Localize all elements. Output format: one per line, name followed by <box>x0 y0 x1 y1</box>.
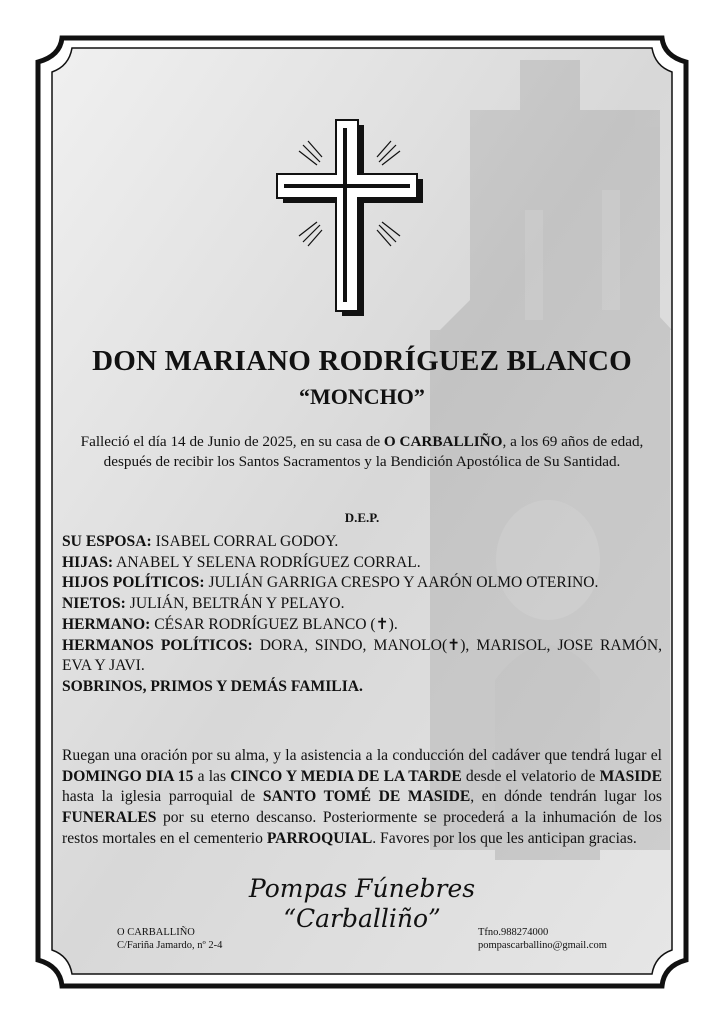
prayer-text-3: desde el velatorio de <box>461 767 600 785</box>
daughters-label: HIJAS: <box>62 553 114 571</box>
company-phone: Tfno.988274000 <box>478 927 549 938</box>
others-value: SOBRINOS, PRIMOS Y DEMÁS FAMILIA. <box>62 677 363 695</box>
cemetery-name: PARROQUIAL <box>266 829 373 847</box>
family-spouse <box>62 532 662 553</box>
family-children-inlaw <box>62 573 662 594</box>
death-notice-part1: Falleció el día 14 de Junio de 2025, en su casa de <box>80 433 384 450</box>
deceased-nickname: “MONCHO” <box>299 384 425 409</box>
funeral-home-logo <box>240 874 484 934</box>
children-inlaw-value: JULIÁN GARRIGA CRESPO Y AARÓN OLMO OTERINO. <box>204 574 599 592</box>
death-place: O CARBALLIÑO <box>383 433 503 450</box>
family-others <box>62 677 662 698</box>
grandchildren-value: JULIÁN, BELTRÁN Y PELAYO. <box>125 595 345 613</box>
company-address-block <box>117 926 222 952</box>
funeral-details <box>62 746 662 850</box>
brother-label: HERMANO: <box>62 615 151 633</box>
company-contact-block <box>478 926 607 952</box>
spouse-value: ISABEL CORRAL GODOY. <box>151 533 339 550</box>
funeral-day: DOMINGO DIA 15 <box>62 767 194 785</box>
brother-value: CÉSAR RODRÍGUEZ BLANCO (✝). <box>150 615 398 633</box>
company-email: pompascarballino@gmail.com <box>478 940 607 951</box>
dep-label: D.E.P. <box>344 510 380 525</box>
prayer-text-7: . Favores por los que les anticipan gracias. <box>372 829 637 847</box>
grandchildren-label: NIETOS: <box>62 595 126 613</box>
logo-line-1: Pompas Fúnebres <box>248 874 476 903</box>
death-notice <box>62 432 662 472</box>
company-address: C/Fariña Jamardo, nº 2-4 <box>117 940 223 951</box>
spouse-label: SU ESPOSA: <box>62 533 152 550</box>
church-name: SANTO TOMÉ DE MASIDE <box>262 788 471 806</box>
logo-line-2: “Carballiño” <box>283 904 441 933</box>
funeral-time: CINCO Y MEDIA DE LA TARDE <box>230 767 462 785</box>
prayer-text-1: Ruegan una oración por su alma, y la asistencia a la conducción del cadáver que tendrá lugar el <box>62 747 662 764</box>
funerales-word: FUNERALES <box>62 809 157 827</box>
company-town: O CARBALLIÑO <box>117 927 195 938</box>
family-grandchildren <box>62 594 662 615</box>
daughters-value: ANABEL Y SELENA RODRÍGUEZ CORRAL. <box>113 553 421 571</box>
family-list <box>62 532 662 698</box>
wake-location: MASIDE <box>599 767 662 785</box>
prayer-text-6: por su eterno descanso. Posteriormente se procederá a la inhumación de los restos mortales en el cementerio <box>62 809 662 847</box>
deceased-name: DON MARIANO RODRÍGUEZ BLANCO <box>92 345 632 377</box>
prayer-text-2: a las <box>193 767 231 785</box>
children-inlaw-label: HIJOS POLÍTICOS: <box>62 574 205 592</box>
prayer-text-5: , en dónde tendrán lugar los <box>470 788 663 806</box>
siblings-inlaw-label: HERMANOS POLÍTICOS: <box>62 636 253 654</box>
death-notice-part2: , a los 69 años de edad, después de recibir los Santos Sacramentos y la Bendición Apostólica de Su Santidad. <box>103 433 644 470</box>
prayer-text-4: hasta la iglesia parroquial de <box>62 788 263 806</box>
family-brother <box>62 615 662 636</box>
siblings-inlaw-value: DORA, SINDO, MANOLO(✝), MARISOL, JOSE RAMÓN, EVA Y JAVI. <box>62 636 662 675</box>
family-daughters <box>62 553 662 574</box>
family-siblings-inlaw <box>62 636 662 677</box>
